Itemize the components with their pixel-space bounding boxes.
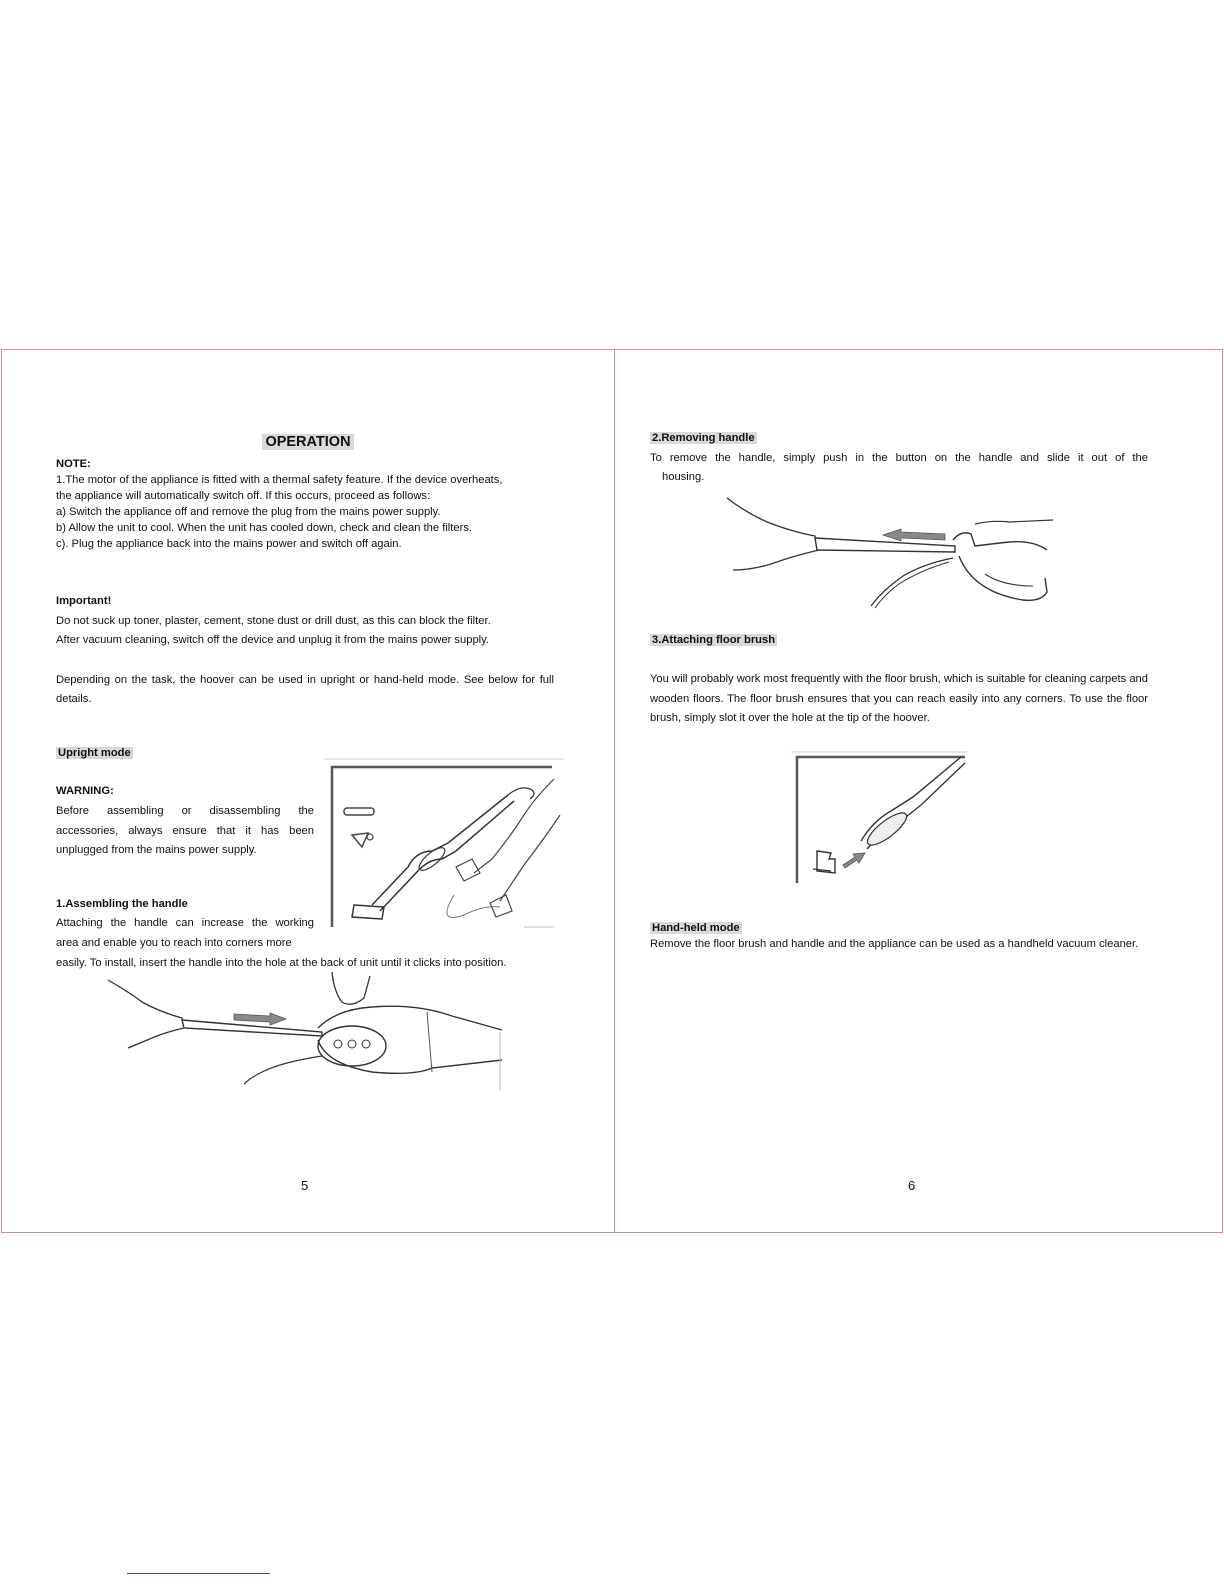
important-line-1: Do not suck up toner, plaster, cement, stone dust or drill dust, as this can block the filter. [56,615,491,627]
upright-heading [56,745,133,761]
assembling-line-2: area and enable you to reach into corners more [56,937,292,949]
page-number-6: 6 [908,1178,916,1193]
page-5 [2,350,614,1232]
note-line-5: c). Plug the appliance back into the mains power and switch off again. [56,538,402,550]
removing-heading [650,430,757,446]
upright-heading-text: Upright mode [58,747,131,759]
manual-spread [1,349,1223,1233]
important-line-2: After vacuum cleaning, switch off the device and unplug it from the mains power supply. [56,634,490,646]
warning-text: Before assembling or disassembling the accessories, always ensure that it has been unplugged from the mains power supply. [56,805,314,856]
assembling-line-3: easily. To install, insert the handle into the hole at the back of unit until it clicks into position. [56,957,507,969]
handheld-heading [650,920,742,936]
handle-remove-illustration [723,494,1053,616]
title-text: OPERATION [262,434,353,450]
assembling-heading: 1.Assembling the handle [56,898,188,910]
page-title [2,434,614,450]
handheld-text: Remove the floor brush and handle and the appliance can be used as a handheld vacuum cleaner. [650,938,1139,950]
note-line-2: the appliance will automatically switch off. If this occurs, proceed as follows: [56,490,431,502]
removing-heading-text: 2.Removing handle [652,432,755,444]
note-line-3: a) Switch the appliance off and remove the plug from the mains power supply. [56,506,441,518]
removing-line-1: To remove the handle, simply push in the button on the handle and slide it out of the [650,452,1148,464]
vacuum-upright-illustration [324,755,566,935]
page-6 [615,350,1224,1232]
mode-paragraph: Depending on the task, the hoover can be used in upright or hand-held mode. See below for full details. [56,674,554,705]
brush-heading-text: 3.Attaching floor brush [652,634,776,646]
assembling-line-1: Attaching the handle can increase the working [56,917,314,929]
brush-heading [650,632,777,648]
warning-heading: WARNING: [56,785,114,797]
page-number-5: 5 [301,1178,309,1193]
removing-line-2: housing. [662,471,705,483]
note-line-4: b) Allow the unit to cool. When the unit has cooled down, check and clean the filters. [56,522,473,534]
handheld-heading-text: Hand-held mode [652,922,740,934]
floor-brush-illustration [791,751,971,891]
note-line-1: 1.The motor of the appliance is fitted with a thermal safety feature. If the device overheats, [56,474,503,486]
note-heading: NOTE: [56,458,91,470]
brush-text: You will probably work most frequently with the floor brush, which is suitable for cleaning carpets and wooden floors. The floor brush ensures that you can reach easily into any corners. To use the floor brush, simply slot it over the hole at the tip of the hoover. [650,673,1148,724]
bottom-rule [127,1573,270,1574]
handle-attach-illustration [102,972,507,1097]
important-heading: Important! [56,595,112,607]
